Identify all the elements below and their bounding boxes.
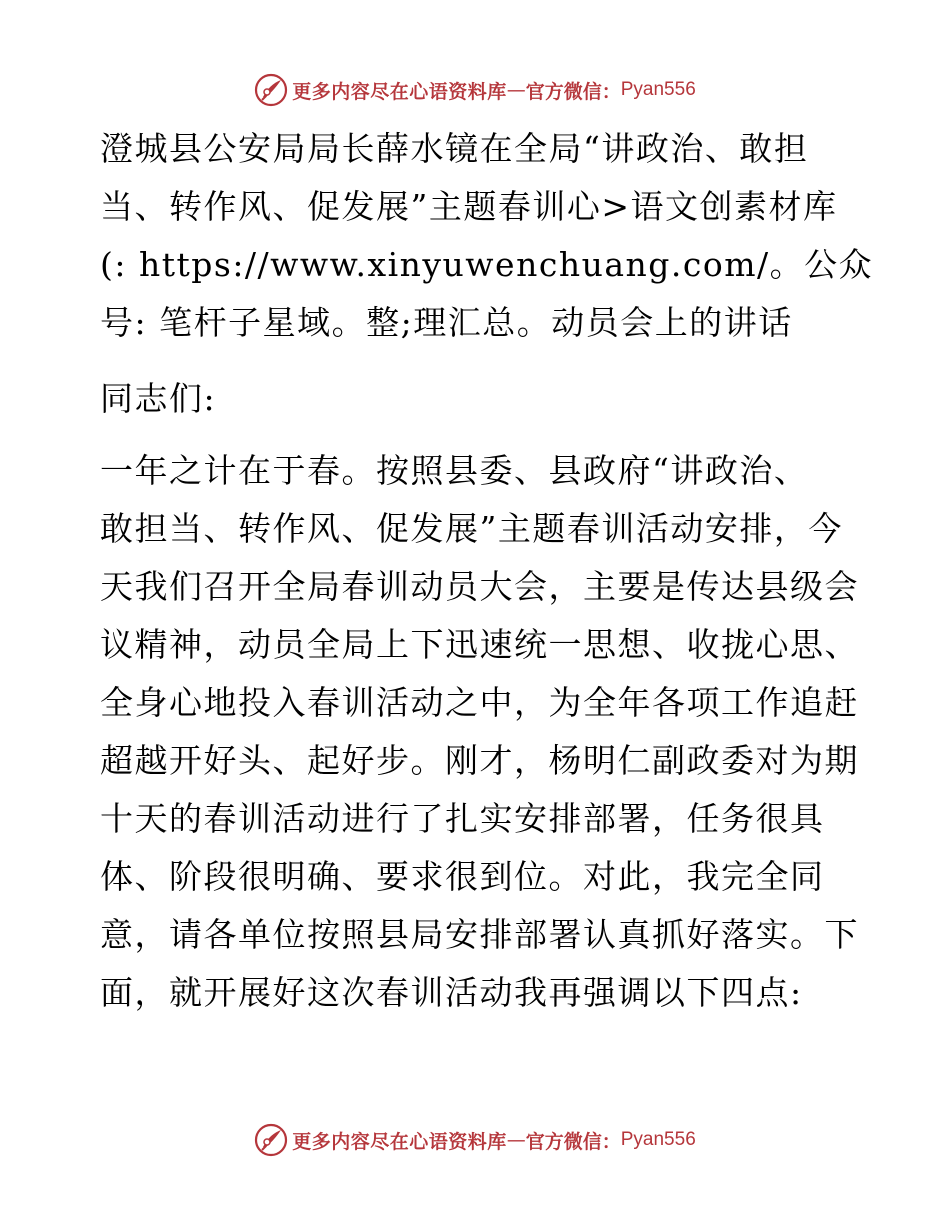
banner-wechat-id: Pyan556 (620, 79, 696, 100)
banner-separator: — (506, 79, 526, 101)
body-line: 意，请各单位按照县局安排部署认真抓好落实。下 (100, 915, 859, 954)
body-line: 敢担当、转作风、促发展”主题春训活动安排，今 (100, 509, 843, 548)
salutation-text: 同志们: (100, 379, 217, 418)
body-line: 天我们召开全局春训动员大会，主要是传达县级会 (100, 567, 859, 606)
body-line: 面，就开展好这次春训活动我再强调以下四点: (100, 973, 803, 1012)
footer-watermark-banner (0, 1120, 950, 1160)
body-line: 一年之计在于春。按照县委、县政府“讲政治、 (100, 451, 809, 490)
quill-pen-logo-icon (254, 1123, 288, 1157)
body-line: 体、阶段很明确、要求很到位。对此，我完全同 (100, 857, 825, 896)
document-title (100, 120, 874, 352)
quill-pen-logo-icon (254, 73, 288, 107)
banner-brand-text: 更多内容尽在心语资料库 (292, 80, 507, 103)
title-line: 当、转作风、促发展”主题春训心>语文创素材库 (100, 187, 838, 226)
banner-separator: — (506, 1129, 526, 1151)
body-paragraph (100, 442, 860, 1022)
body-line: 十天的春训活动进行了扎实安排部署，任务很具 (100, 799, 825, 838)
body-line: 全身心地投入春训活动之中，为全年各项工作追赶 (100, 683, 859, 722)
title-line: (: https://www.xinyuwenchuang.com/。公众 (100, 245, 874, 284)
header-watermark-banner (0, 70, 950, 110)
salutation (100, 370, 860, 428)
title-line: 澄城县公安局局长薛水镜在全局“讲政治、敢担 (100, 129, 809, 168)
banner-wechat-label: 官方微信： (525, 1130, 621, 1153)
banner-wechat-label: 官方微信： (525, 80, 621, 103)
title-line: 号: 笔杆子星域。整;理汇总。动员会上的讲话 (100, 303, 793, 342)
body-line: 议精神，动员全局上下迅速统一思想、收拢心思、 (100, 625, 859, 664)
body-line: 超越开好头、起好步。刚才，杨明仁副政委对为期 (100, 741, 859, 780)
banner-wechat-id: Pyan556 (620, 1129, 696, 1150)
banner-brand-text: 更多内容尽在心语资料库 (292, 1130, 507, 1153)
